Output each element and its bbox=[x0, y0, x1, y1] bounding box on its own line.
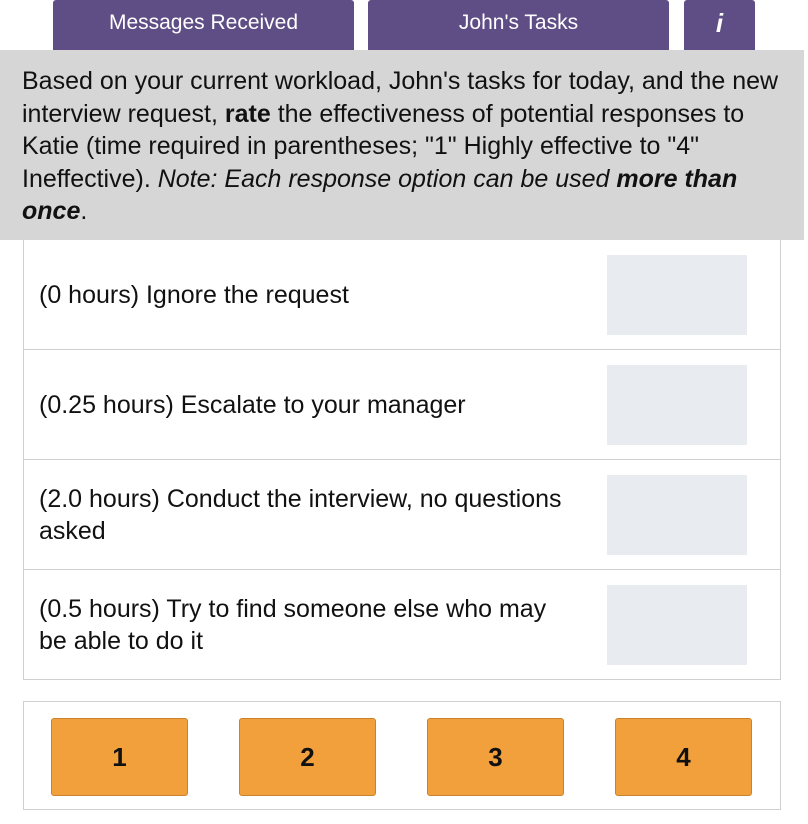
response-text: (0 hours) Ignore the request bbox=[39, 281, 349, 309]
emphasis-more-than-once: more than once bbox=[22, 164, 738, 225]
instructions-panel bbox=[0, 50, 804, 240]
rating-drop-slot[interactable] bbox=[607, 255, 747, 335]
response-text: (2.0 hours) Conduct the interview, no questions asked bbox=[39, 485, 562, 545]
tab-johns-tasks[interactable] bbox=[368, 0, 669, 50]
response-text: (0.25 hours) Escalate to your manager bbox=[39, 391, 466, 419]
response-table bbox=[23, 240, 781, 680]
tab-messages-received[interactable] bbox=[53, 0, 354, 50]
rating-options-panel bbox=[23, 701, 781, 810]
rating-option-3[interactable]: 3 bbox=[427, 718, 564, 796]
response-row bbox=[24, 350, 780, 460]
tab-johns-tasks-label: John's Tasks bbox=[458, 11, 579, 34]
tab-messages-received-label: Messages Received bbox=[108, 11, 299, 34]
emphasis-rate: rate bbox=[224, 99, 271, 128]
response-row bbox=[24, 240, 780, 350]
rating-option-1[interactable]: 1 bbox=[51, 718, 188, 796]
response-text: (0.5 hours) Try to find someone else who may be able to do it bbox=[39, 595, 547, 655]
rating-drop-slot[interactable] bbox=[607, 585, 747, 665]
info-button[interactable] bbox=[684, 0, 755, 50]
instructions-text: Based on your current workload, John's tasks for today, and the new interview request, rate the effectiveness of potential responses to Katie (time required in parentheses; "1" Highly effective to "4" Ineffective). Note: Each response option can be used more than once. bbox=[22, 67, 779, 225]
rating-option-4[interactable]: 4 bbox=[615, 718, 752, 796]
rating-drop-slot[interactable] bbox=[607, 365, 747, 445]
info-icon: i bbox=[715, 7, 724, 38]
response-row bbox=[24, 460, 780, 570]
response-row bbox=[24, 570, 780, 680]
rating-drop-slot[interactable] bbox=[607, 475, 747, 555]
rating-option-2[interactable]: 2 bbox=[239, 718, 376, 796]
